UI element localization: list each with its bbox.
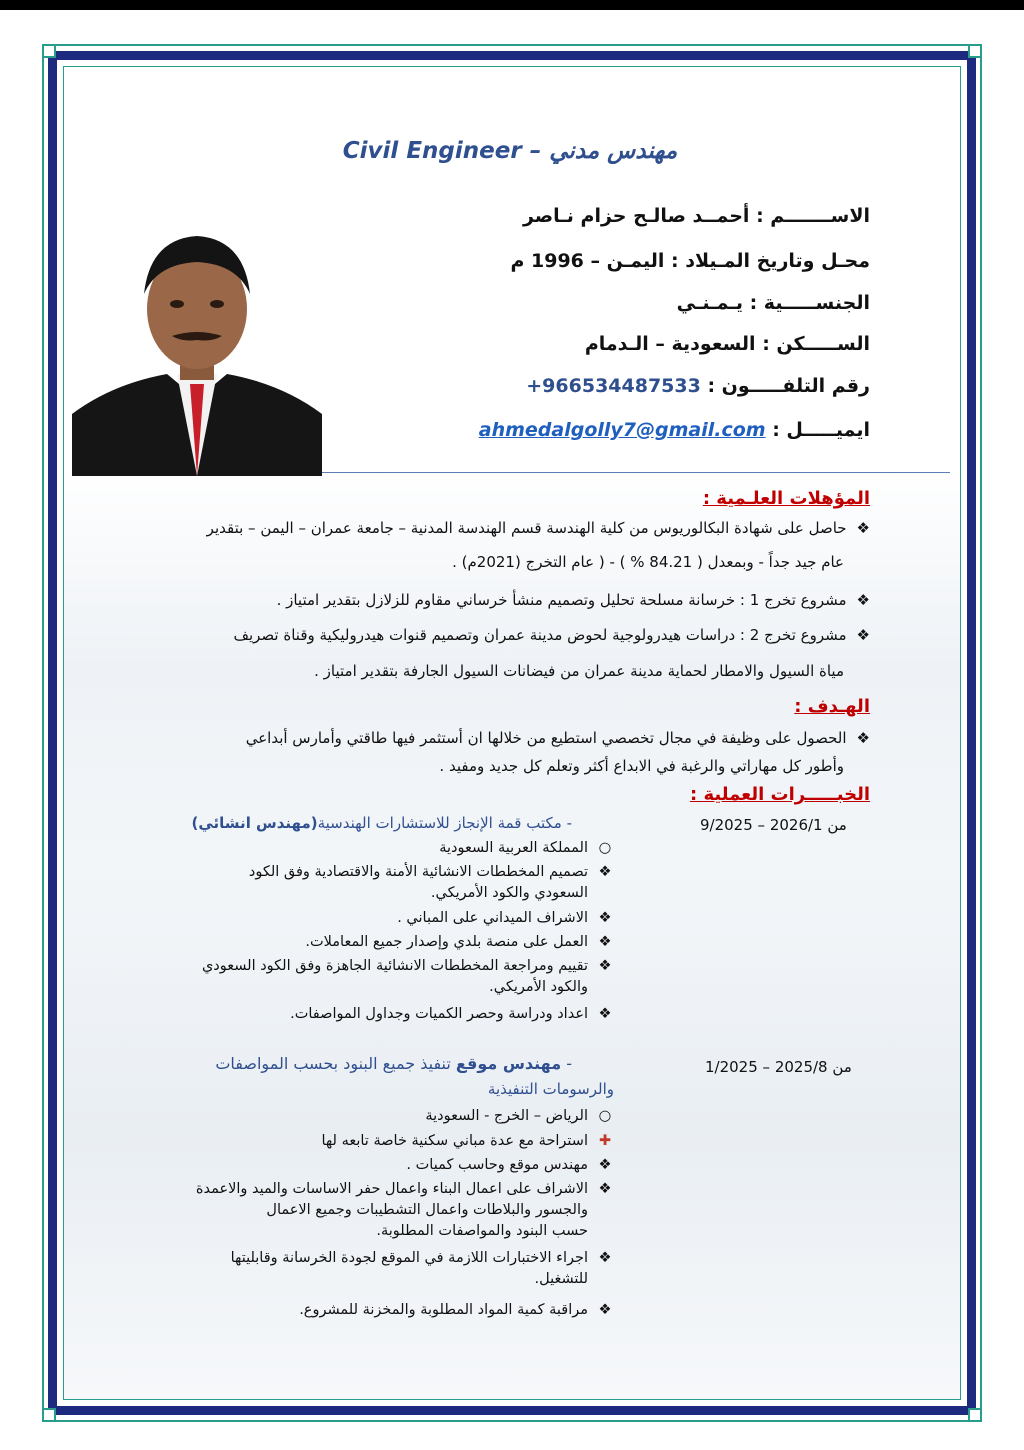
list-item: ❖العمل على منصة بلدي وإصدار جميع المعاملات.: [305, 932, 614, 953]
diamond-bullet-icon: ❖: [856, 519, 870, 537]
qualification-item: [207, 518, 870, 538]
diamond-bullet-icon: ❖: [598, 864, 612, 880]
diamond-bullet-icon: ❖: [856, 729, 870, 747]
job-company: - مهندس موقع تنفيذ جميع البنود بحسب المواصفات: [215, 1054, 572, 1073]
residence-row: [585, 333, 870, 355]
phone-row: [526, 375, 870, 397]
divider-line: [322, 472, 950, 473]
nationality-label: الجنســـــية :: [749, 292, 870, 314]
qualification-cont: مياة السيول والامطار لحماية مدينة عمران من فيضانات السيول الجارفة بتقدير امتياز .: [314, 662, 844, 680]
corner-ornament-tl: [42, 44, 56, 58]
diamond-bullet-icon: ❖: [598, 1181, 612, 1197]
phone-value: +966534487533: [526, 375, 701, 397]
diamond-bullet-icon: ❖: [598, 1302, 612, 1318]
name-value: أحمــد صالـح حزام نـاصر: [522, 205, 750, 227]
list-item: ✚استراحة مع عدة مباني سكنية خاصة تابعه لها: [321, 1131, 614, 1152]
diamond-bullet-icon: ❖: [598, 1006, 612, 1022]
job-company: [192, 814, 573, 832]
qualification-item: [233, 625, 870, 645]
company-name: - مكتب قمة الإنجاز للاستشارات الهندسية: [317, 814, 572, 832]
qualification-text: مشروع تخرج 1 : خرسانة مسلحة تحليل وتصميم منشأ خرساني مقاوم للزلازل بتقدير امتياز .: [276, 591, 847, 609]
corner-ornament-br: [968, 1408, 982, 1422]
diamond-bullet-icon: ❖: [598, 934, 612, 950]
diamond-bullet-icon: ❖: [856, 591, 870, 609]
qualification-text: مشروع تخرج 2 : دراسات هيدرولوجية لحوض مدينة عمران وتصميم قنوات هيدروليكية وقناة تصريف: [233, 626, 847, 644]
corner-ornament-tr: [968, 44, 982, 58]
job-date: من 2026/1 – 9/2025: [700, 816, 847, 834]
list-item: ❖تقييم ومراجعة المخططات الانشائية الجاهزة وفق الكود السعودي والكود الأمريكي.: [202, 956, 614, 998]
birth-value: اليمـن – 1996 م: [510, 250, 665, 272]
list-item: ❖الاشراف على اعمال البناء واعمال حفر الاساسات والميد والاعمدة والجسور والبلاطات واعمال التشطيبات وجميع الاعمال حسب البنود والمواصفات المطلوبة.: [196, 1179, 614, 1242]
list-item: ○المملكة العربية السعودية: [439, 838, 614, 859]
corner-ornament-bl: [42, 1408, 56, 1422]
residence-label: الســـــكن :: [762, 333, 870, 355]
qualification-cont: عام جيد جداً - وبمعدل ( 84.21 % ) - ( عام التخرج (2021م) .: [452, 553, 844, 571]
phone-label: رقم التلفـــــون :: [707, 375, 870, 397]
diamond-bullet-icon: ❖: [598, 1157, 612, 1173]
email-link[interactable]: ahmedalgolly7@gmail.com: [478, 419, 766, 441]
circle-bullet-icon: ○: [598, 1108, 612, 1124]
nationality-row: [677, 292, 870, 314]
list-item: ❖الاشراف الميداني على المباني .: [397, 908, 614, 929]
top-black-bar: [0, 0, 1024, 10]
cross-bullet-icon: ✚: [598, 1133, 612, 1149]
email-row: [479, 419, 870, 441]
qualification-text: حاصل على شهادة البكالوريوس من كلية الهندسة قسم الهندسة المدنية – جامعة عمران – اليمن – بتقدير: [206, 519, 847, 537]
diamond-bullet-icon: ❖: [598, 958, 612, 974]
experience-heading: الخبـــــرات العملية :: [690, 784, 870, 805]
nationality-value: يـمـنـي: [676, 292, 743, 314]
job-date: من 2025/8 – 1/2025: [705, 1058, 852, 1076]
birth-label: محـل وتاريخ المـيلاد :: [670, 250, 870, 272]
qualification-item: [277, 590, 870, 610]
list-item: ○الرياض – الخرج - السعودية: [425, 1106, 614, 1127]
portrait-photo: [72, 224, 322, 476]
objective-text: الحصول على وظيفة في مجال تخصصي استطيع من خلالها ان أستثمر فيها طاقتي وأمارس أبداعي: [245, 729, 847, 747]
email-label: ايميـــــل :: [772, 419, 870, 441]
objective-cont: وأطور كل مهاراتي والرغبة في الابداع أكثر وتعلم كل جديد ومفيد .: [439, 757, 844, 775]
birth-row: [510, 250, 870, 272]
job-company-line2: والرسومات التنفيذية: [487, 1080, 614, 1098]
list-item: ❖اعداد ودراسة وحصر الكميات وجداول المواصفات.: [290, 1004, 614, 1025]
list-item: ❖مراقبة كمية المواد المطلوبة والمخزنة للمشروع.: [299, 1300, 614, 1321]
objective-item: [246, 728, 870, 748]
name-row: [523, 205, 870, 227]
diamond-bullet-icon: ❖: [598, 1250, 612, 1266]
list-item: ❖اجراء الاختبارات اللازمة في الموقع لجودة الخرسانة وقابليتها للتشغيل.: [231, 1248, 614, 1290]
diamond-bullet-icon: ❖: [856, 626, 870, 644]
circle-bullet-icon: ○: [598, 840, 612, 856]
list-item: ❖مهندس موقع وحاسب كميات .: [406, 1155, 614, 1176]
diamond-bullet-icon: ❖: [598, 910, 612, 926]
residence-value: السعودية – الـدمام: [584, 333, 756, 355]
job-role: مهندس موقع: [455, 1054, 562, 1073]
objective-heading: الهـدف :: [794, 696, 870, 717]
job-role: (مهندس انشائي): [191, 814, 318, 832]
list-item: ❖تصميم المخططات الانشائية الأمنة والاقتصادية وفق الكود السعودي والكود الأمريكي.: [249, 862, 614, 904]
qualifications-heading: المؤهلات العلـمية :: [702, 488, 870, 509]
page-title: مهندس مدني – Civil Engineer: [342, 138, 678, 164]
name-label: الاســـــــم :: [756, 205, 870, 227]
